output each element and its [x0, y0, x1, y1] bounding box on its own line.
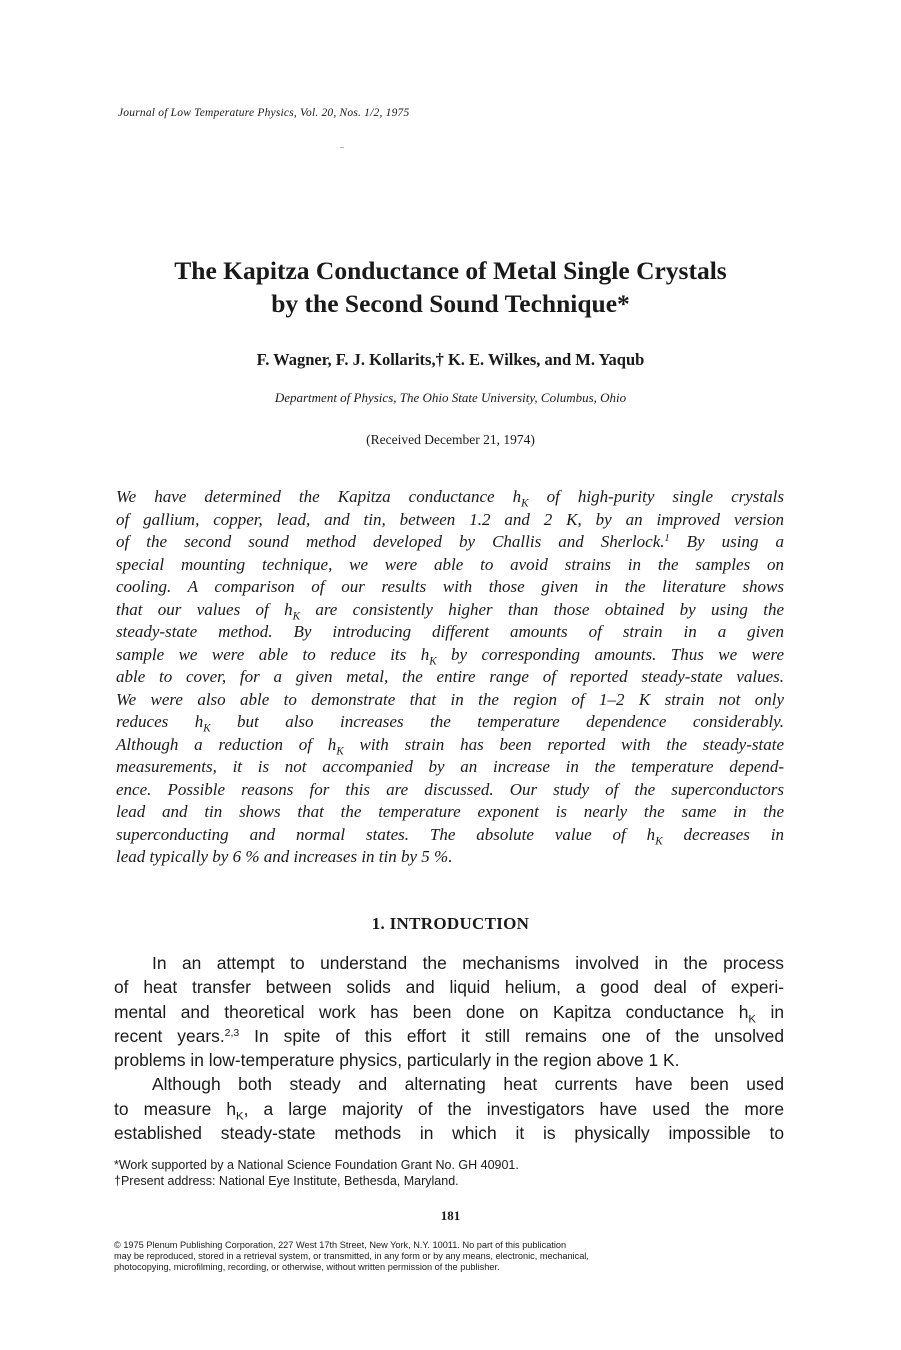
page-number: 181 [440, 1208, 461, 1223]
abstract-line: We have determined the Kapitza conductance $h_K$ of high-purity single crystals [116, 487, 784, 510]
abstract-line: lead and tin shows that the temperature exponent is nearly the same in the [116, 802, 784, 821]
intro-line: Although both steady and alternating heat currents have been used [152, 1074, 784, 1095]
abstract-line: cooling. A comparison of our results with those given in the literature shows [116, 577, 784, 596]
abstract-line: that our values of $h_K$ are consistently higher than those obtained by using the [116, 599, 784, 622]
footnotes [114, 1157, 784, 1189]
intro-line: established steady-state methods in which it is physically impossible to [114, 1123, 784, 1144]
page-mark [340, 147, 344, 148]
footnote-funding: *Work supported by a National Science Foundation Grant No. GH 40901. [114, 1158, 519, 1172]
intro-line: of heat transfer between solids and liquid helium, a good deal of experi- [114, 977, 784, 998]
intro-line: recent years.$^{2,3}$ In spite of this effort it still remains one of the unsolved [114, 1025, 784, 1046]
abstract-line: Although a reduction of $h_K$ with strain has been reported with the steady-state [116, 734, 784, 757]
abstract-line: ence. Possible reasons for this are discussed. Our study of the superconductors [116, 779, 784, 799]
received-date: (Received December 21, 1974) [366, 432, 535, 447]
abstract-line: sample we were able to reduce its $h_K$ by corresponding amounts. Thus we were [116, 644, 785, 667]
journal-header: Journal of Low Temperature Physics, Vol. 20, Nos. 1/2, 1975 [118, 107, 410, 119]
abstract-line: able to cover, for a given metal, the entire range of reported steady-state values. [116, 667, 784, 686]
abstract-line: special mounting technique, we were able to avoid strains in the samples on [116, 554, 784, 574]
copyright-line: photocopying, microfilming, recording, or otherwise, without written permission of the publisher. [114, 1262, 500, 1272]
copyright-notice [114, 1240, 784, 1273]
paper-title [60, 254, 841, 320]
affiliation: Department of Physics, The Ohio State University, Columbus, Ohio [274, 390, 627, 405]
title-line-2: by the Second Sound Technique* [271, 289, 630, 318]
abstract-line: We were also able to demonstrate that in the region of 1–2 K strain not only [116, 689, 784, 709]
abstract-line: of the second sound method developed by Challis and Sherlock.$^1$ By using a [116, 532, 784, 551]
author-list: F. Wagner, F. J. Kollarits,† K. E. Wilkes, and M. Yaqub [256, 350, 645, 369]
abstract-line: reduces $h_K$ but also increases the temperature dependence considerably. [116, 712, 784, 735]
introduction-body [114, 951, 784, 1145]
abstract-line: superconducting and normal states. The absolute value of $h_K$ decreases in [116, 824, 784, 847]
abstract-line: lead typically by 6 % and increases in tin by 5 %. [116, 847, 453, 866]
copyright-line: may be reproduced, stored in a retrieval system, or transmitted, in any form or by any means, electronic, mechanical, [114, 1251, 589, 1261]
abstract [116, 486, 784, 869]
intro-line: mental and theoretical work has been done on Kapitza conductance $h_K$ in [114, 1001, 784, 1026]
section-heading: 1. INTRODUCTION [371, 914, 530, 933]
intro-line: problems in low-temperature physics, particularly in the region above 1 K. [114, 1050, 680, 1071]
intro-line: to measure $h_K$, a large majority of the investigators have used the more [114, 1098, 784, 1123]
copyright-line: © 1975 Plenum Publishing Corporation, 227 West 17th Street, New York, N.Y. 10011. No part of this publication [114, 1240, 567, 1250]
title-line-1: The Kapitza Conductance of Metal Single Crystals [174, 256, 727, 285]
abstract-line: of gallium, copper, lead, and tin, between 1.2 and 2 K, by an improved version [116, 509, 784, 529]
intro-line: In an attempt to understand the mechanisms involved in the process [152, 953, 784, 973]
footnote-address: †Present address: National Eye Institute, Bethesda, Maryland. [114, 1174, 459, 1188]
abstract-line: measurements, it is not accompanied by an increase in the temperature depend- [116, 757, 784, 776]
abstract-line: steady-state method. By introducing different amounts of strain in a given [116, 622, 784, 641]
